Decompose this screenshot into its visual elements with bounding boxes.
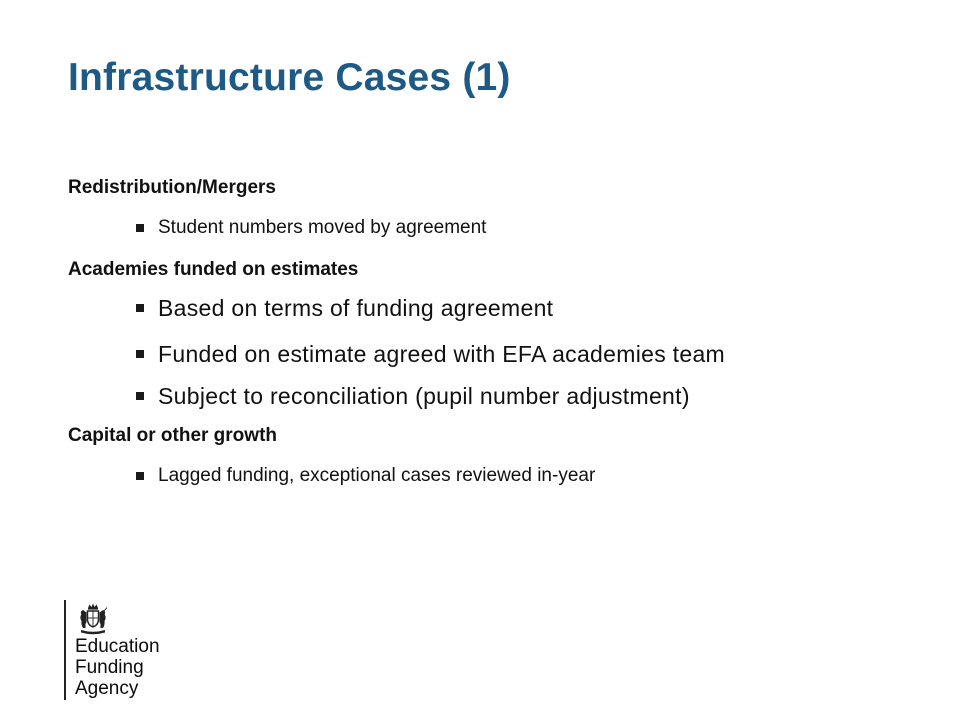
square-bullet-icon <box>136 472 144 480</box>
bullet-item <box>68 464 595 488</box>
section-heading: Redistribution/Mergers <box>68 177 276 198</box>
bullet-text: Subject to reconciliation (pupil number adjustment) <box>158 383 690 409</box>
bullet-item <box>68 382 690 410</box>
square-bullet-icon <box>136 392 144 400</box>
slide-title: Infrastructure Cases (1) <box>68 56 511 99</box>
bullet-item <box>68 340 725 368</box>
square-bullet-icon <box>136 304 144 312</box>
logo-line: Education <box>75 636 160 657</box>
logo-rule <box>64 600 66 700</box>
bullet-item <box>68 216 486 240</box>
royal-crest-icon <box>76 602 110 636</box>
section-heading: Capital or other growth <box>68 425 277 446</box>
bullet-item <box>68 294 553 322</box>
square-bullet-icon <box>136 350 144 358</box>
bullet-text: Lagged funding, exceptional cases reviewed in-year <box>158 465 596 486</box>
bullet-text: Based on terms of funding agreement <box>158 295 554 321</box>
bullet-text: Student numbers moved by agreement <box>158 217 487 238</box>
efa-logo <box>64 600 164 704</box>
bullet-text: Funded on estimate agreed with EFA academies team <box>158 341 726 367</box>
section-heading: Academies funded on estimates <box>68 259 359 280</box>
logo-line: Funding <box>75 657 144 678</box>
logo-line: Agency <box>75 678 139 699</box>
logo-wordmark <box>75 636 160 699</box>
square-bullet-icon <box>136 224 144 232</box>
